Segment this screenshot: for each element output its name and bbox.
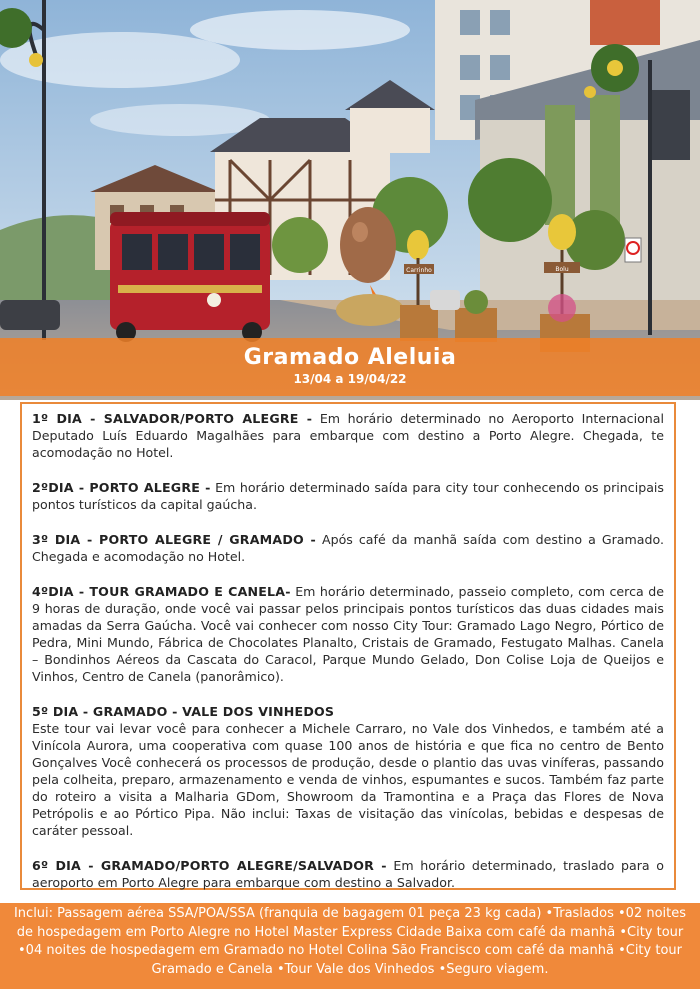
day-6-text: Em horário determinado, traslado para o aeroporto em Porto Alegre para embarque com destino a Salvador. <box>32 858 664 890</box>
title-band <box>0 338 700 396</box>
planter-sign-right: Bolu <box>555 266 569 273</box>
itinerary-box <box>20 402 676 890</box>
day-3-heading: 3º DIA - PORTO ALEGRE / GRAMADO - <box>32 532 316 547</box>
trip-dates: 13/04 a 19/04/22 <box>293 372 407 386</box>
day-1-text: Em horário determinado no Aeroporto Internacional Deputado Luís Eduardo Magalhães para embarque com destino a Porto Alegre. Chegada, te acomodação no Hotel. <box>32 411 664 460</box>
day-5-text: Este tour vai levar você para conhecer a Michele Carraro, no Vale dos Vinhedos, e também até a Vinícola Aurora, uma cooperativa com quase 100 anos de história e que fica no centro de Bento Gonçalves Você conhecerá os processos de produção, desde o plantio das uvas viníferas, passando pela colheita, preparo, armazenamento e venda de vinhos, espumantes e sucos. Também faz parte do roteiro a visita a Malharia GDom, Showroom da Tramontina e a Praça das Flores de Nova Petrópolis e ao Pórtico Pipa. Não inclui: Taxas de visitação das vinícolas, bebidas e despesas de caráter pessoal. <box>32 721 664 838</box>
day-2 <box>32 479 664 513</box>
day-5 <box>32 703 664 839</box>
day-4-text: Em horário determinado, passeio completo, com cerca de 9 horas de duração, onde você vai passar pelos principais pontos turísticos das duas cidades mais amadas da Serra Gaúcha. Você vai conhecer com nosso City Tour: Gramado Lago Negro, Pórtico de Pedra, Mini Mundo, Fábrica de Chocolates Planalto, Cristais de Gramado, Festugato Malhas. Canela – Bondinhos Aéreos da Cascata do Caracol, Parque Mundo Gelado, Don Colise Loja de Queijos e Vinhos, Centro de Canela (panorâmico). <box>32 584 664 684</box>
includes-text: Inclui: Passagem aérea SSA/POA/SSA (franquia de bagagem 01 peça 23 kg cada) •Traslados •02 noites de hospedagem em Porto Alegre no Hotel Master Express Cidade Baixa com café da manhã •City tour •04 noites de hospedagem em Gramado no Hotel Colina São Francisco com café da manhã •City tour Gramado e Canela •Tour Vale dos Vinhedos •Seguro viagem. <box>13 906 687 977</box>
day-2-heading: 2ºDIA - PORTO ALEGRE - <box>32 480 211 495</box>
day-2-text: Em horário determinado saída para city tour conhecendo os principais pontos turísticos da capital gaúcha. <box>32 480 664 512</box>
day-4 <box>32 583 664 685</box>
day-3-text: Após café da manhã saída com destino a Gramado. Chegada e acomodação no Hotel. <box>32 532 664 564</box>
day-3 <box>32 531 664 565</box>
planter-sign-left: Carrinho <box>406 267 432 274</box>
page-title: Gramado Aleluia <box>243 345 457 370</box>
hero-photo <box>0 0 700 400</box>
day-5-heading: 5º DIA - GRAMADO - VALE DOS VINHEDOS <box>32 704 335 719</box>
day-1-heading: 1º DIA - SALVADOR/PORTO ALEGRE - <box>32 411 313 426</box>
includes-footer <box>0 903 700 989</box>
day-6-heading: 6º DIA - GRAMADO/PORTO ALEGRE/SALVADOR - <box>32 858 387 873</box>
day-4-heading: 4ºDIA - TOUR GRAMADO E CANELA- <box>32 584 291 599</box>
day-6 <box>32 857 664 891</box>
day-1 <box>32 410 664 461</box>
